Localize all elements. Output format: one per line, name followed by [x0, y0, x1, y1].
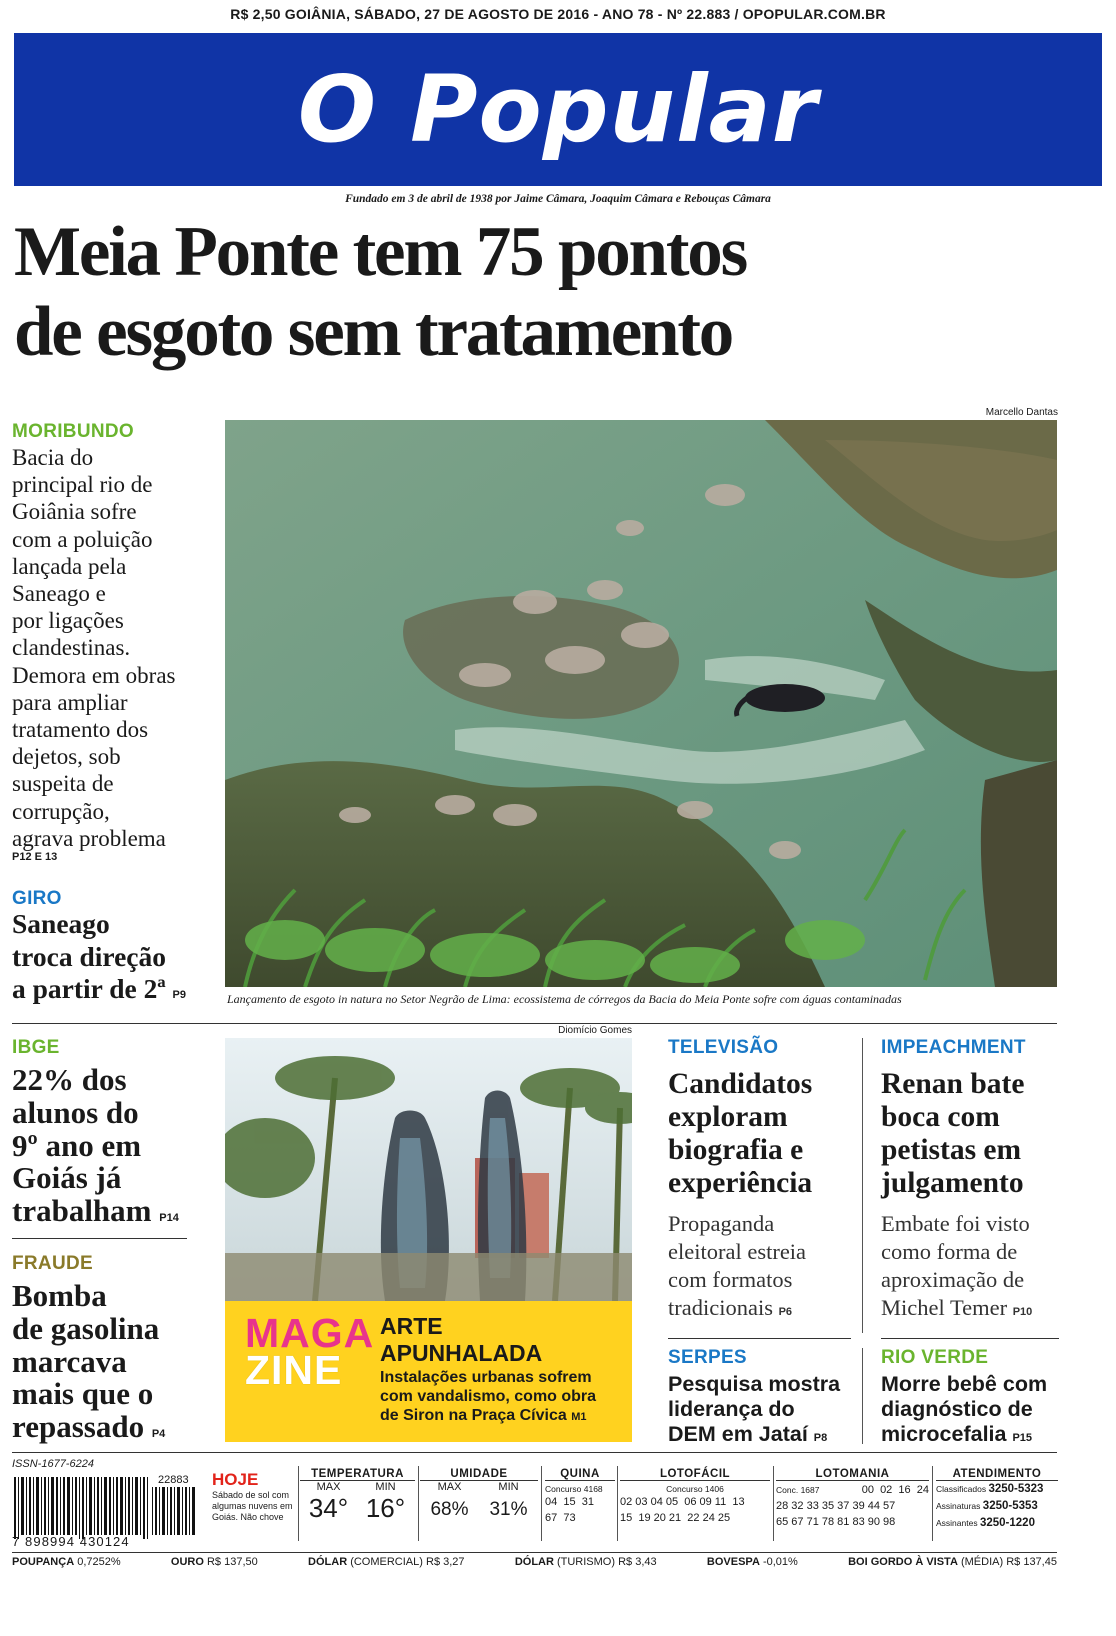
text-line: agrava problema [12, 825, 166, 851]
story-rio-verde[interactable] [881, 1372, 1071, 1451]
text-line: dejetos, sob [12, 744, 121, 770]
service-box [936, 1468, 1058, 1532]
text-line: trabalham P14 [12, 1193, 179, 1229]
page-ref[interactable]: P10 [1012, 1306, 1033, 1318]
text-line: biografia e [668, 1134, 804, 1166]
temperature-box [300, 1468, 415, 1524]
text-line: 22% dos [12, 1062, 127, 1097]
divider [545, 1480, 615, 1481]
kicker-impeachment: IMPEACHMENT [881, 1037, 1026, 1058]
page-ref[interactable]: P8 [813, 1432, 828, 1444]
edition-line: R$ 2,50 GOIÂNIA, SÁBADO, 27 DE AGOSTO DE 2016 - ANO 78 - Nº 22.883 / OPOPULAR.COM.BR [230, 6, 886, 22]
kicker-giro: GIRO [12, 888, 62, 909]
text-line: corrupção, [12, 798, 110, 824]
divider [617, 1466, 618, 1541]
masthead-logo: O Popular [297, 56, 819, 163]
text-line: petistas em [881, 1134, 1022, 1166]
lotomania-row: 28 32 33 35 37 39 44 57 [776, 1500, 896, 1512]
divider [773, 1466, 774, 1541]
divider [12, 1452, 1057, 1453]
magazine-logo-line: MAGA [245, 1310, 375, 1356]
service-title: ATENDIMENTO [952, 1468, 1042, 1480]
divider [12, 1023, 1057, 1024]
text-line: ARTE [380, 1313, 443, 1339]
market-item: BOVESPA -0,01% [706, 1556, 798, 1568]
divider [541, 1466, 542, 1541]
story-televisao-summary [668, 1210, 858, 1326]
text-line: repassado P4 [12, 1409, 166, 1445]
temperature-title: TEMPERATURA [311, 1468, 404, 1480]
text-line: Instalações urbanas sofrem [380, 1369, 592, 1386]
kicker-moribundo: MORIBUNDO [12, 421, 134, 442]
magazine-photo[interactable] [225, 1038, 632, 1301]
magazine-logo-line: ZINE [245, 1347, 343, 1393]
kicker-rio-verde: RIO VERDE [881, 1347, 989, 1368]
text-line: Goiânia sofre [12, 499, 137, 525]
max-label: MAX [437, 1481, 462, 1493]
text-line: de Siron na Praça Cívica M1 [380, 1407, 587, 1424]
founded-line: Fundado em 3 de abril de 1938 por Jaime Câmara, Joaquim Câmara e Rebouças Câmara [345, 193, 771, 205]
text-line: exploram [668, 1101, 788, 1133]
headline-line: de esgoto sem tratamento [14, 293, 733, 371]
magazine-text [380, 1368, 630, 1427]
text-line: Propaganda [668, 1211, 775, 1236]
service-item[interactable]: Classificados 3250-5323 [936, 1483, 1044, 1495]
text-line: diagnóstico de [881, 1397, 1033, 1421]
text-line: a partir de 2ª P9 [12, 973, 186, 1004]
divider [932, 1466, 933, 1541]
magazine-logo [245, 1310, 375, 1393]
divider [418, 1466, 419, 1541]
market-item: OURO R$ 137,50 [170, 1556, 258, 1568]
text-line: Embate foi visto [881, 1211, 1030, 1236]
humidity-title: UMIDADE [450, 1468, 508, 1480]
text-line: 9º ano em [12, 1127, 142, 1163]
text-line: mais que o [12, 1376, 154, 1412]
text-line: Bomba [12, 1278, 107, 1313]
lead-summary[interactable] [12, 444, 222, 852]
quina-row: 67 73 [545, 1512, 576, 1524]
text-line: clandestinas. [12, 635, 131, 661]
page-ref[interactable]: M1 [571, 1411, 587, 1423]
text-line: como forma de [881, 1239, 1018, 1264]
page-ref[interactable]: P14 [159, 1212, 179, 1225]
lotomania-title: LOTOMANIA [815, 1468, 890, 1480]
lotofacil-row: 15 19 20 21 22 24 25 [620, 1512, 731, 1524]
lotomania-box [776, 1468, 929, 1530]
humidity-box [420, 1468, 538, 1521]
text-line: com formatos [668, 1267, 793, 1292]
text-line: Bacia do [12, 445, 94, 470]
story-impeachment-summary [881, 1210, 1061, 1326]
divider [12, 1552, 1057, 1553]
service-item[interactable]: Assinaturas 3250-5353 [936, 1500, 1038, 1512]
text-line: de gasolina [12, 1310, 160, 1346]
divider [862, 1038, 863, 1333]
weather-today-text: Sábado de sol com algumas nuvens em Goiás. Não chove [212, 1490, 293, 1522]
text-line: Pesquisa mostra [668, 1372, 841, 1396]
text-line: Saneago [12, 908, 110, 939]
kicker-ibge: IBGE [12, 1037, 60, 1058]
text-line: suspeita de [12, 771, 114, 797]
story-impeachment-title[interactable] [881, 1068, 1061, 1200]
story-giro[interactable] [12, 908, 222, 1012]
issn: ISSN-1677-6224 [12, 1458, 94, 1470]
kicker-televisao: TELEVISÃO [668, 1037, 779, 1058]
lotofacil-concurso: Concurso 1406 [666, 1484, 724, 1494]
divider [668, 1338, 851, 1339]
text-line: eleitoral estreia [668, 1239, 807, 1264]
text-line: por ligações [12, 608, 124, 634]
text-line: principal rio de [12, 472, 153, 498]
quina-title: QUINA [560, 1468, 600, 1480]
masthead[interactable] [14, 33, 1102, 186]
kicker-fraude: FRAUDE [12, 1253, 93, 1274]
service-item[interactable]: Assinantes 3250-1220 [936, 1517, 1035, 1529]
quina-row: 04 15 31 [545, 1496, 594, 1508]
text-line: alunos do [12, 1094, 139, 1130]
text-line: tradicionais P6 [668, 1295, 793, 1320]
text-line: marcava [12, 1343, 127, 1379]
text-line: com a poluição [12, 526, 153, 552]
min-label: MIN [498, 1481, 519, 1493]
divider [881, 1338, 1059, 1339]
page-ref[interactable]: P4 [151, 1428, 166, 1441]
photo-credit: Marcello Dantas [985, 407, 1058, 418]
text-line: aproximação de [881, 1267, 1025, 1292]
page-ref[interactable]: P15 [1012, 1432, 1033, 1444]
max-label: MAX [316, 1481, 341, 1493]
issue-number: 22883 [158, 1474, 189, 1486]
page-ref[interactable]: P12 E 13 [12, 851, 58, 863]
text-line: para ampliar [12, 689, 128, 715]
text-line: APUNHALADA [380, 1340, 543, 1366]
text-line: Demora em obras [12, 662, 176, 688]
kicker-serpes: SERPES [668, 1347, 747, 1368]
temperature-max: 34° [308, 1493, 349, 1523]
market-item: DÓLAR (COMERCIAL) R$ 3,27 [308, 1556, 465, 1568]
photo-caption: Lançamento de esgoto in natura no Setor Negrão de Lima: ecossistema de córregos da Bacia do Meia Ponte sofre com águas contaminadas [227, 992, 902, 1006]
text-line: troca direção [12, 940, 167, 972]
divider [620, 1480, 770, 1481]
text-line: com vandalismo, como obra [380, 1388, 597, 1405]
main-photo[interactable] [225, 420, 1057, 987]
divider [862, 1348, 863, 1444]
headline-line: Meia Ponte tem 75 pontos [14, 213, 747, 291]
divider [776, 1480, 929, 1481]
humidity-min: 31% [489, 1499, 528, 1520]
text-line: julgamento [881, 1167, 1024, 1199]
divider [298, 1466, 299, 1541]
lotofacil-row: 02 03 04 05 06 09 11 13 [620, 1496, 745, 1508]
text-line: liderança do [668, 1397, 795, 1421]
story-serpes[interactable] [668, 1372, 858, 1451]
photo-credit: Diomício Gomes [558, 1025, 632, 1036]
divider [12, 1238, 187, 1239]
market-item: POUPANÇA 0,7252% [12, 1556, 121, 1568]
text-line: Michel Temer P10 [881, 1295, 1033, 1320]
text-line: Saneago e [12, 581, 106, 607]
lotomania-concurso: Conc. 1687 [776, 1485, 820, 1495]
text-line: DEM em Jataí P8 [668, 1422, 828, 1446]
text-line: lançada pela [12, 553, 127, 579]
quina-concurso: Concurso 4168 [545, 1484, 603, 1494]
lotomania-row: 65 67 71 78 81 83 90 98 [776, 1516, 896, 1528]
page-ref[interactable]: P6 [778, 1306, 793, 1318]
market-indicators [12, 1556, 1057, 1568]
temperature-min: 16° [365, 1493, 406, 1523]
text-line: boca com [881, 1101, 1000, 1133]
lotomania-row: 00 02 16 24 [861, 1484, 929, 1496]
text-line: tratamento dos [12, 717, 149, 743]
market-item: BOI GORDO À VISTA (MÉDIA) R$ 137,45 [848, 1556, 1057, 1568]
main-headline[interactable] [14, 212, 1104, 372]
magazine-title[interactable] [380, 1313, 625, 1367]
story-fraude[interactable] [12, 1280, 222, 1451]
text-line: Goiás já [12, 1160, 122, 1196]
story-ibge[interactable] [12, 1064, 202, 1235]
barcode-number: 7 898994 430124 [12, 1534, 130, 1549]
market-item: DÓLAR (TURISMO) R$ 3,43 [514, 1556, 657, 1568]
text-line: Renan bate [881, 1068, 1025, 1100]
text-line: microcefalia P15 [881, 1422, 1033, 1446]
story-televisao-title[interactable] [668, 1068, 858, 1200]
min-label: MIN [375, 1481, 396, 1493]
weather-today-label: HOJE [212, 1470, 259, 1489]
text-line: Morre bebê com [881, 1372, 1048, 1396]
lotofacil-title: LOTOFÁCIL [659, 1468, 731, 1480]
humidity-max: 68% [430, 1499, 469, 1520]
lotofacil-box [620, 1468, 770, 1526]
quina-box [545, 1468, 615, 1526]
text-line: Candidatos [668, 1068, 813, 1100]
page-ref[interactable]: P9 [172, 989, 186, 1001]
river-photo-illustration [225, 420, 1057, 987]
sculpture-photo-illustration [225, 1038, 632, 1301]
text-line: experiência [668, 1167, 813, 1199]
